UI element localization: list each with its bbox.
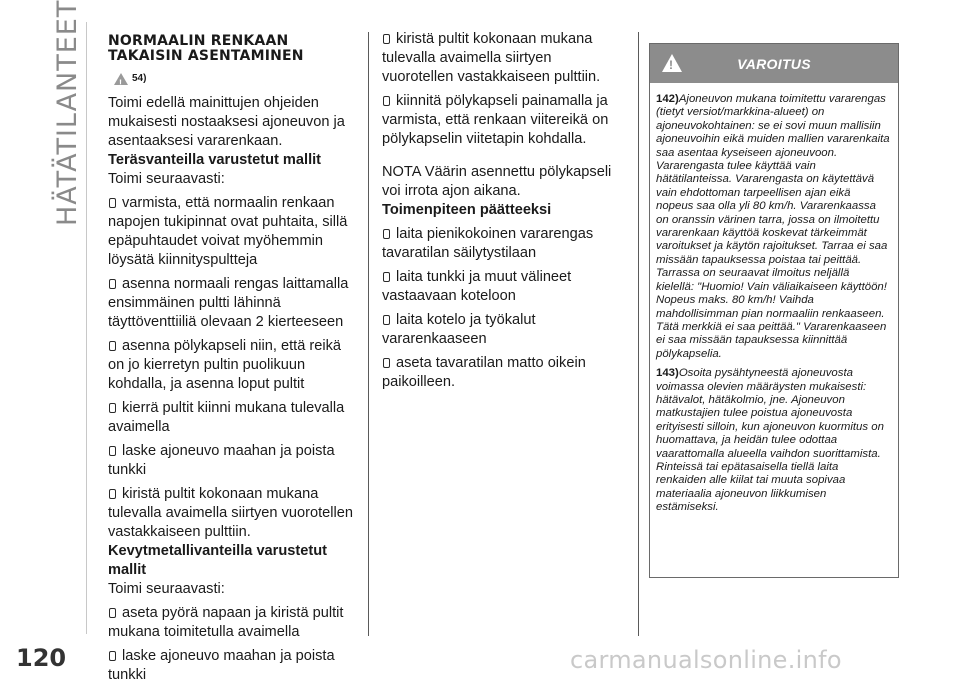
warning-box	[649, 43, 899, 578]
list-item: kiristä pultit kokonaan mukana tulevalla avaimella siirtyen vuorotellen vastakkaiseen pulttiin.	[108, 486, 353, 540]
steel-rim-title: Teräsvanteilla varustetut mallit	[108, 152, 322, 168]
list-item: laske ajoneuvo maahan ja poista tunkki	[108, 648, 335, 683]
side-divider	[86, 22, 87, 634]
list-item: asenna normaali rengas laittamalla ensimmäinen pultti lähinnä täyttöventtiiliä olevaan 2 kierteeseen	[108, 276, 349, 330]
checkbox-icon	[383, 272, 390, 282]
alloy-rim-lead: Toimi seuraavasti:	[108, 581, 225, 597]
list-item: aseta pyörä napaan ja kiristä pultit mukana toimitetulla avaimella	[108, 605, 344, 640]
checkbox-icon	[383, 96, 390, 106]
checkbox-icon	[109, 489, 116, 499]
checkbox-icon	[109, 446, 116, 456]
checkbox-icon	[383, 229, 390, 239]
column-2	[382, 30, 624, 392]
list-item: varmista, että normaalin renkaan napojen tukipinnat ovat puhtaita, sillä epäpuhtaudet voivat myöhemmin löysätä kiinnityspultteja	[108, 195, 348, 268]
list-item: kiristä pultit kokonaan mukana tulevalla avaimella siirtyen vuorotellen vastakkaiseen pulttiin.	[382, 31, 601, 85]
steel-steps	[108, 194, 360, 542]
list-item: laske ajoneuvo maahan ja poista tunkki	[108, 443, 335, 478]
final-title: Toimenpiteen päätteeksi	[382, 202, 552, 218]
column-divider-1	[368, 32, 369, 636]
page-number: 120	[16, 644, 67, 672]
checkbox-icon	[109, 651, 116, 661]
alloy-rim-title: Kevytmetallivanteilla varustetut mallit	[108, 543, 327, 578]
warning-reference	[114, 69, 360, 88]
column-divider-2	[638, 32, 639, 636]
warning-item: 142)Ajoneuvon mukana toimitettu vararengas (tietyt versiot/markkina-alueet) on ajoneuvokohtainen: se ei sovi muun mallisiin ajoneuvoihin eikä muiden mallien vararenkaita saa asentaa kyseiseen ajoneuvoon. Vararengasta tulee käyttää vain hätätilanteissa. Vararengasta on käytettävä vain ehdottoman tarpeellisen ajan eikä nopeus saa olla yli 80 km/h. Vararenkaassa on oranssin värinen tarra, jossa on ilmoitettu vararenkaan käyttöä koskevat tärkeimmät varoitukset ja käytön rajoitukset. Tarraa ei saa missään tapauksessa poistaa tai peittää. Tarrassa on seuraavat ilmoitus neljällä kielellä: "Huomio! Vain väliaikaiseen käyttöön! Nopeus maks. 80 km/h! Vaihda mahdollisimman pian normaaliin renkaaseen. Tätä merkkiä ei saa peittää." Vararenkaaseen ei saa missään tapauksessa kiinnittää pölykapselia.	[656, 93, 890, 360]
checkbox-icon	[109, 403, 116, 413]
intro-text: Toimi edellä mainittujen ohjeiden mukaisesti nostaaksesi ajoneuvon ja asentaaksesi vararenkaan.	[108, 95, 345, 149]
warning-item: 143)Osoita pysähtyneestä ajoneuvosta voimassa olevien määräysten mukaisesti: hätävalot, hätäkolmio, jne. Ajoneuvon matkustajien tulee poistua ajoneuvosta erityisesti silloin, kun ajoneuvon kuormitus on huomattava, ja heidän tulee odottaa vaarattomalla alueella vaihdon suorittamista. Rinteissä tai epätasaisella tiellä laita renkaiden alle kiilat tai muuta sopivaa materiaalia ajoneuvon liikkumisen estämiseksi.	[656, 367, 884, 514]
warning-header	[650, 44, 898, 83]
warning-ref-number: 54)	[132, 73, 147, 84]
warning-body	[650, 83, 898, 515]
heading-line-1: NORMAALIN RENKAAN	[108, 33, 289, 49]
warning-triangle-icon: !	[662, 54, 682, 72]
nota-text: NOTA Väärin asennettu pölykapseli voi irrota ajon aikana.	[382, 164, 612, 199]
checkbox-icon	[109, 608, 116, 618]
section-heading	[108, 34, 360, 64]
list-item: laita kotelo ja työkalut vararenkaaseen	[382, 312, 536, 347]
checkbox-icon	[109, 341, 116, 351]
steel-rim-lead: Toimi seuraavasti:	[108, 171, 225, 187]
watermark: carmanualsonline.info	[570, 646, 842, 674]
section-title: HÄTÄTILANTEET	[52, 0, 83, 226]
checkbox-icon	[383, 315, 390, 325]
list-item: kiinnitä pölykapseli painamalla ja varmista, että renkaan viitereikä on pölykapselin viitetapin kohdalla.	[382, 93, 609, 147]
checkbox-icon	[109, 279, 116, 289]
checkbox-icon	[383, 34, 390, 44]
alloy-steps	[108, 604, 360, 685]
warning-triangle-icon	[114, 73, 128, 85]
heading-line-2: TAKAISIN ASENTAMINEN	[108, 48, 304, 64]
checkbox-icon	[109, 198, 116, 208]
list-item: aseta tavaratilan matto oikein paikoilleen.	[382, 355, 586, 390]
list-item: laita pienikokoinen vararengas tavaratilan säilytystilaan	[382, 226, 594, 261]
list-item: laita tunkki ja muut välineet vastaavaan koteloon	[382, 269, 572, 304]
checkbox-icon	[383, 358, 390, 368]
list-item: asenna pölykapseli niin, että reikä on jo kierretyn pultin puolikuun kohdalla, ja asenna loput pultit	[108, 338, 342, 392]
warning-title: VAROITUS	[737, 55, 811, 72]
list-item: kierrä pultit kiinni mukana tulevalla avaimella	[108, 400, 345, 435]
column-1	[108, 28, 360, 685]
